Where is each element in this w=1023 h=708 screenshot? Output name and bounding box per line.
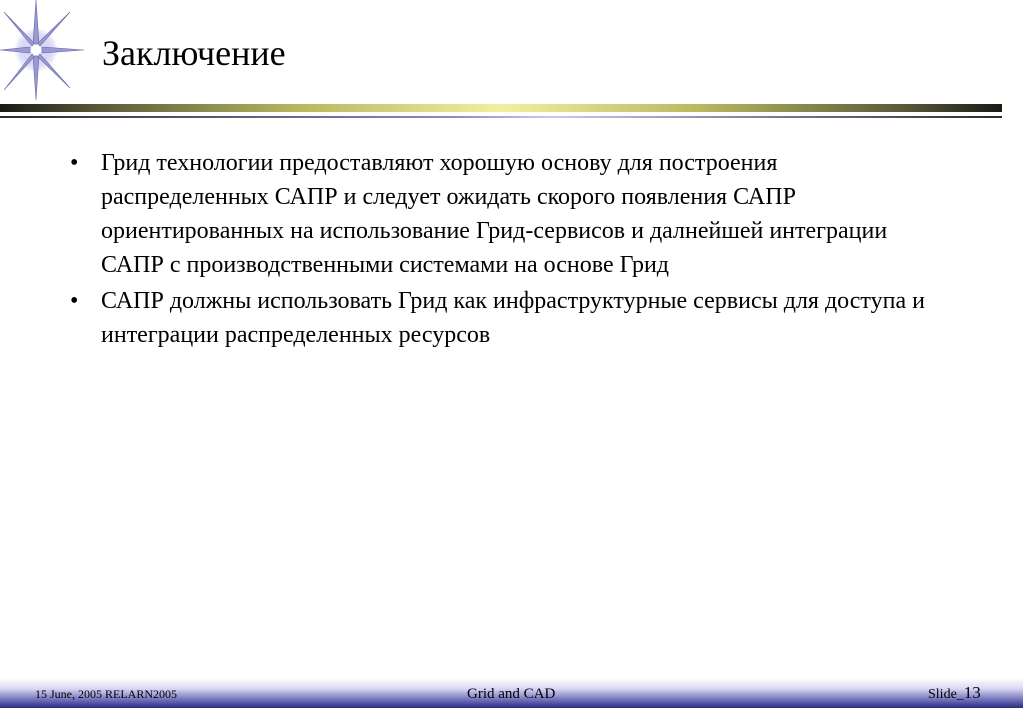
slide-title: Заключение <box>102 33 286 73</box>
slide-number-value: 13 <box>963 683 981 702</box>
bullet-item <box>70 284 950 352</box>
starburst-logo-icon <box>0 0 84 104</box>
footer-slide-number <box>928 684 981 704</box>
bullet-item <box>70 146 950 282</box>
bullet-text: САПР должны использовать Грид как инфраструктурные сервисы для доступа и интеграции распределенных ресурсов <box>101 288 925 348</box>
footer-presentation-title: Grid and CAD <box>467 686 556 702</box>
bullet-text: Грид технологии предоставляют хорошую основу для построения распределенных САПР и следует ожидать скорого появления САПР ориентированных на использование Грид-сервисов и далнейшей интеграции САПР с производственными системами на основе Грид <box>101 150 888 278</box>
slide-number-prefix: Slide_ <box>928 687 964 702</box>
footer-date-event: 15 June, 2005 RELARN2005 <box>35 687 177 701</box>
title-underline-bar <box>0 104 1002 112</box>
bullet-dot-icon: • <box>70 288 79 314</box>
bullet-dot-icon: • <box>70 150 79 176</box>
bullet-list <box>70 146 950 354</box>
title-underline-rule <box>0 116 1002 118</box>
